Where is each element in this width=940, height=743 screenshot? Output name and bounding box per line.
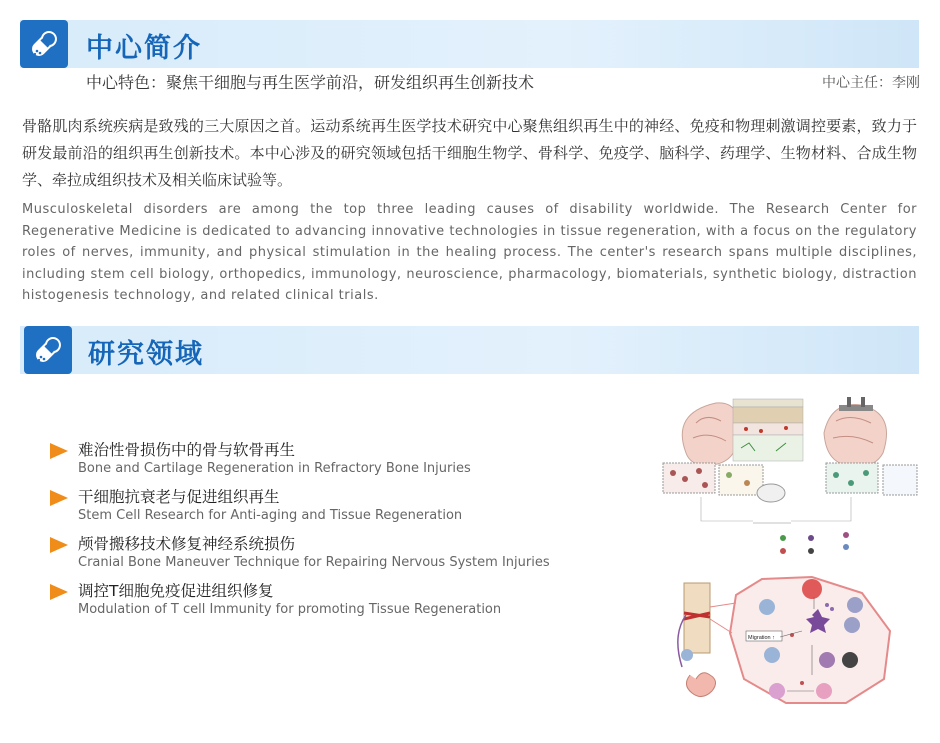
migration-label: Migration ↑ xyxy=(748,635,775,641)
list-item xyxy=(46,440,586,487)
research-areas-list xyxy=(46,440,586,628)
area-title-cn: 颅骨搬移技术修复神经系统损伤 xyxy=(78,535,296,553)
area-title-en: Modulation of T cell Immunity for promoting Tissue Regeneration xyxy=(78,602,502,617)
area-title-cn: 干细胞抗衰老与促进组织再生 xyxy=(78,488,280,506)
arrow-bullet-icon xyxy=(50,584,68,600)
area-title-cn: 调控T细胞免疫促进组织修复 xyxy=(78,582,274,600)
area-title-en: Stem Cell Research for Anti-aging and Tissue Regeneration xyxy=(78,508,463,523)
arrow-bullet-icon xyxy=(50,537,68,553)
capsule-icon xyxy=(20,20,68,68)
section-title: 研究领域 xyxy=(88,339,204,370)
center-feature-subtitle: 中心特色：聚焦干细胞与再生医学前沿，研发组织再生创新技术 xyxy=(86,73,535,92)
list-item xyxy=(46,534,586,581)
arrow-bullet-icon xyxy=(50,443,68,459)
arrow-bullet-icon xyxy=(50,490,68,506)
area-title-en: Bone and Cartilage Regeneration in Refractory Bone Injuries xyxy=(78,461,471,476)
list-item xyxy=(46,581,586,628)
t-cell-immunity-diagram xyxy=(662,575,894,705)
list-item xyxy=(46,487,586,534)
cranial-regeneration-diagram xyxy=(661,393,919,571)
section-title: 中心简介 xyxy=(86,33,202,64)
area-title-en: Cranial Bone Maneuver Technique for Repairing Nervous System Injuries xyxy=(78,555,550,570)
intro-chinese: 骨骼肌肉系统疾病是致残的三大原因之首。运动系统再生医学技术研究中心聚焦组织再生中的神经、免疫和物理刺激调控要素，致力于研发最前沿的组织再生创新技术。本中心涉及的研究领域包括干细胞生物学、骨科学、免疫学、脑科学、药理学、生物材料、合成生物学、牵拉成组织技术及相关临床试验等。 xyxy=(22,117,917,189)
intro-english: Musculoskeletal disorders are among the top three leading causes of disability worldwide. The Research Center for Regenerative Medicine is dedicated to advancing innovative technologies in tissue regeneration, with a focus on the regulatory roles of nerves, immunity, and physical stimulation in the healing process. The center's research spans multiple disciplines, including stem cell biology, orthopedics, immunology, neuroscience, pharmacology, biomaterials, synthetic biology, distraction histogenesis technology, and related clinical trials. xyxy=(22,202,917,303)
capsule-icon xyxy=(24,326,72,374)
center-director: 中心主任：李刚 xyxy=(822,75,920,91)
area-title-cn: 难治性骨损伤中的骨与软骨再生 xyxy=(78,441,296,459)
